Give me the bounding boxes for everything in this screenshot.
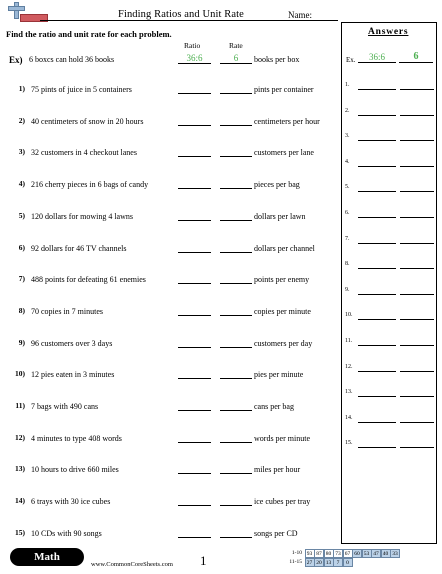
problem-unit: customers per day [254, 338, 313, 348]
problem-row [0, 274, 340, 288]
score-cell: 47 [371, 549, 381, 558]
answer-rate-blank[interactable] [400, 319, 434, 320]
answer-rate-blank[interactable] [400, 422, 434, 423]
problem-unit: dollars per lawn [254, 211, 306, 221]
answer-row [344, 364, 438, 376]
problem-number: 7) [18, 274, 25, 284]
ratio-blank[interactable] [178, 252, 211, 253]
problem-number: 3) [18, 147, 25, 157]
answer-ratio-blank[interactable] [358, 191, 396, 192]
problem-unit: miles per hour [254, 465, 301, 475]
problem-unit: dollars per channel [254, 243, 315, 253]
answer-row [344, 159, 438, 171]
rate-blank[interactable] [220, 378, 252, 379]
answer-row [344, 287, 438, 299]
header-line [40, 20, 338, 21]
ratio-blank[interactable] [178, 442, 211, 443]
answer-number: 9. [345, 286, 350, 293]
problem-unit: pieces per bag [254, 180, 300, 190]
answer-number: 1. [345, 82, 350, 88]
answer-rate-blank[interactable] [400, 115, 434, 116]
problem-question: 6 trays with 30 ice cubes [31, 497, 111, 507]
answer-row [344, 312, 438, 324]
problem-question: 4 minutes to type 408 words [31, 433, 122, 443]
answer-rate-blank[interactable] [400, 217, 434, 218]
problem-question: 70 copies in 7 minutes [31, 306, 103, 316]
answer-ratio-blank[interactable] [358, 294, 396, 295]
answer-rate-blank[interactable] [400, 345, 434, 346]
score-row [285, 549, 400, 558]
problem-number: 10) [15, 369, 25, 379]
page-number: 1 [200, 553, 207, 568]
score-cell: 93 [305, 549, 315, 558]
rate-blank[interactable] [220, 410, 252, 411]
instructions: Find the ratio and unit rate for each problem. [6, 29, 172, 39]
rate-column-header: Rate [229, 41, 243, 50]
ratio-blank[interactable] [178, 315, 211, 316]
problem-question: 7 bags with 490 cans [31, 402, 99, 411]
score-cell: 73 [333, 549, 343, 558]
ratio-blank[interactable] [178, 156, 211, 157]
problem-row [0, 433, 340, 447]
score-row-label: 11-15 [289, 559, 302, 565]
problem-number: 14) [15, 496, 25, 506]
answer-number: 2. [345, 107, 350, 114]
site-link[interactable]: www.CommonCoreSheets.com [91, 561, 173, 568]
problem-row [0, 116, 340, 130]
problem-row [0, 464, 340, 478]
answer-rate-blank[interactable] [400, 371, 434, 372]
ratio-blank[interactable] [178, 283, 211, 284]
problem-question: 488 points for defeating 61 enemies [31, 275, 146, 285]
math-logo: Math [10, 548, 84, 566]
ratio-blank[interactable] [178, 410, 211, 411]
problem-row [0, 369, 340, 383]
problem-row [0, 496, 340, 510]
score-row-label: 1-10 [291, 550, 302, 556]
problem-number: 4) [18, 179, 25, 189]
answer-number: 13. [345, 389, 353, 396]
answer-ratio-blank[interactable] [358, 166, 396, 167]
ratio-column-header: Ratio [184, 41, 201, 50]
answer-ratio-blank[interactable] [358, 89, 396, 90]
answer-number: 6. [345, 210, 350, 216]
score-cell: 13 [324, 558, 334, 567]
rate-blank[interactable] [220, 93, 252, 94]
score-cell: 33 [390, 549, 400, 558]
answer-row [344, 338, 438, 350]
problem-unit: copies per minute [254, 306, 311, 316]
problem-number: 2) [18, 115, 25, 125]
answer-row [344, 184, 438, 196]
rate-blank[interactable] [220, 125, 252, 126]
rate-blank[interactable] [220, 315, 252, 316]
answer-rate-blank[interactable] [400, 447, 434, 448]
answer-number: 4. [345, 158, 350, 165]
score-cell: 27 [305, 558, 315, 567]
problem-number: 11) [15, 401, 25, 410]
rate-blank[interactable] [220, 473, 252, 474]
ratio-blank[interactable] [178, 220, 211, 221]
answer-row [344, 440, 438, 452]
problem-number: 12) [15, 432, 25, 442]
rate-blank[interactable] [220, 537, 252, 538]
page-title: Finding Ratios and Unit Rate [118, 9, 244, 20]
rate-blank[interactable] [220, 156, 252, 157]
answer-ratio-blank[interactable] [358, 422, 396, 423]
answer-rate-blank[interactable] [400, 140, 434, 141]
problem-number: 15) [15, 527, 25, 537]
problem-unit: pints per container [254, 85, 314, 94]
problem-question: 96 customers over 3 days [31, 338, 113, 348]
answer-rate-blank[interactable] [400, 243, 434, 244]
answer-rate-blank[interactable] [400, 191, 434, 192]
rate-blank[interactable] [220, 188, 252, 189]
problem-number: 6) [18, 242, 25, 252]
problem-row [0, 179, 340, 193]
problem-number: 13) [15, 464, 25, 474]
score-cell: 87 [314, 549, 324, 558]
example-question: 6 boxcs can hold 36 books [29, 55, 115, 64]
answer-ratio-blank[interactable] [358, 115, 396, 116]
logo-icon [6, 2, 42, 22]
answer-ratio-blank[interactable] [358, 243, 396, 244]
answer-row [344, 261, 438, 273]
answer-ratio-blank[interactable] [358, 371, 396, 372]
problem-number: 9) [18, 337, 25, 347]
answer-number: 10. [345, 312, 353, 319]
problem-row [0, 306, 340, 320]
ratio-blank[interactable] [178, 125, 211, 126]
rate-blank[interactable] [220, 347, 252, 348]
answer-row [344, 108, 438, 120]
score-cell: 53 [362, 549, 372, 558]
answer-row [344, 389, 438, 401]
problem-number: 8) [18, 305, 25, 315]
problem-row [0, 338, 340, 352]
ratio-blank[interactable] [178, 473, 211, 474]
ratio-blank[interactable] [178, 188, 211, 189]
problem-question: 12 pies eaten in 3 minutes [31, 370, 115, 380]
problem-unit: cans per bag [254, 402, 294, 411]
problem-unit: words per minute [254, 433, 310, 443]
problem-row [0, 243, 340, 257]
score-row [285, 558, 400, 567]
problem-question: 216 cherry pieces in 6 bags of candy [31, 180, 149, 190]
answer-number: 5. [345, 184, 350, 191]
problem-row [0, 528, 340, 542]
problem-unit: centimeters per hour [254, 116, 320, 126]
score-cell: 60 [352, 549, 362, 558]
answer-number: 12. [345, 363, 353, 370]
problem-question: 32 customers in 4 checkout lanes [31, 148, 137, 158]
problem-row [0, 147, 340, 161]
rate-blank[interactable] [220, 442, 252, 443]
answer-ratio-blank[interactable] [358, 345, 396, 346]
score-cell: 67 [343, 549, 353, 558]
ratio-blank[interactable] [178, 347, 211, 348]
answer-number: 8. [345, 261, 350, 268]
score-cell: 80 [324, 549, 334, 558]
problem-question: 10 CDs with 90 songs [31, 528, 102, 538]
problem-question: 92 dollars for 46 TV channels [31, 243, 127, 253]
score-cell: 20 [314, 558, 324, 567]
answer-example-ratio: 36:6 [358, 52, 396, 63]
problem-unit: songs per CD [254, 528, 298, 538]
answer-number: 3. [345, 133, 350, 140]
problem-number: 5) [18, 210, 25, 220]
answer-number: 11. [345, 338, 353, 344]
ratio-blank[interactable] [178, 378, 211, 379]
answer-row [344, 236, 438, 248]
problem-row [0, 401, 340, 415]
answer-ratio-blank[interactable] [358, 447, 396, 448]
problem-unit: pies per minute [254, 370, 304, 380]
ratio-blank[interactable] [178, 505, 211, 506]
problem-number: 1) [18, 84, 25, 93]
answer-ratio-blank[interactable] [358, 140, 396, 141]
score-table [285, 549, 400, 567]
problem-question: 120 dollars for mowing 4 lawns [31, 211, 133, 221]
problem-unit: points per enemy [254, 275, 310, 285]
rate-blank[interactable] [220, 220, 252, 221]
problem-question: 75 pints of juice in 5 containers [31, 85, 132, 94]
score-cell: 40 [381, 549, 391, 558]
problem-question: 10 hours to drive 660 miles [31, 465, 119, 475]
answer-number: 14. [345, 414, 353, 421]
answer-ratio-blank[interactable] [358, 396, 396, 397]
name-label: Name: [288, 10, 312, 20]
ratio-blank[interactable] [178, 93, 211, 94]
example-rate: 6 [220, 53, 252, 64]
answer-row [344, 415, 438, 427]
score-cell: 0 [343, 558, 353, 567]
example-label: Ex) [9, 55, 23, 65]
answers-panel [341, 22, 437, 544]
answer-rate-blank[interactable] [400, 294, 434, 295]
rate-blank[interactable] [220, 252, 252, 253]
score-cell: 7 [333, 558, 343, 567]
answer-rate-blank[interactable] [400, 166, 434, 167]
problem-question: 40 centimeters of snow in 20 hours [31, 116, 144, 126]
answer-ratio-blank[interactable] [358, 217, 396, 218]
problem-row [0, 84, 340, 98]
rate-blank[interactable] [220, 283, 252, 284]
answer-number: 15. [345, 440, 353, 447]
answer-row [344, 133, 438, 145]
answer-row [344, 210, 438, 222]
problem-unit: ice cubes per tray [254, 497, 311, 507]
rate-blank[interactable] [220, 505, 252, 506]
example-ratio: 36:6 [178, 53, 211, 64]
answer-example-rate: 6 [399, 51, 433, 63]
ratio-blank[interactable] [178, 537, 211, 538]
example-unit: books per box [254, 55, 300, 64]
answer-ratio-blank[interactable] [358, 268, 396, 269]
problem-unit: customers per lane [254, 148, 314, 158]
answer-example-label: Ex. [346, 56, 356, 64]
answer-rate-blank[interactable] [400, 89, 434, 90]
answers-title: Answers [368, 27, 409, 37]
answer-rate-blank[interactable] [400, 268, 434, 269]
answer-ratio-blank[interactable] [358, 319, 396, 320]
answer-row [344, 82, 438, 94]
answer-rate-blank[interactable] [400, 396, 434, 397]
answer-number: 7. [345, 235, 350, 242]
problem-row [0, 211, 340, 225]
